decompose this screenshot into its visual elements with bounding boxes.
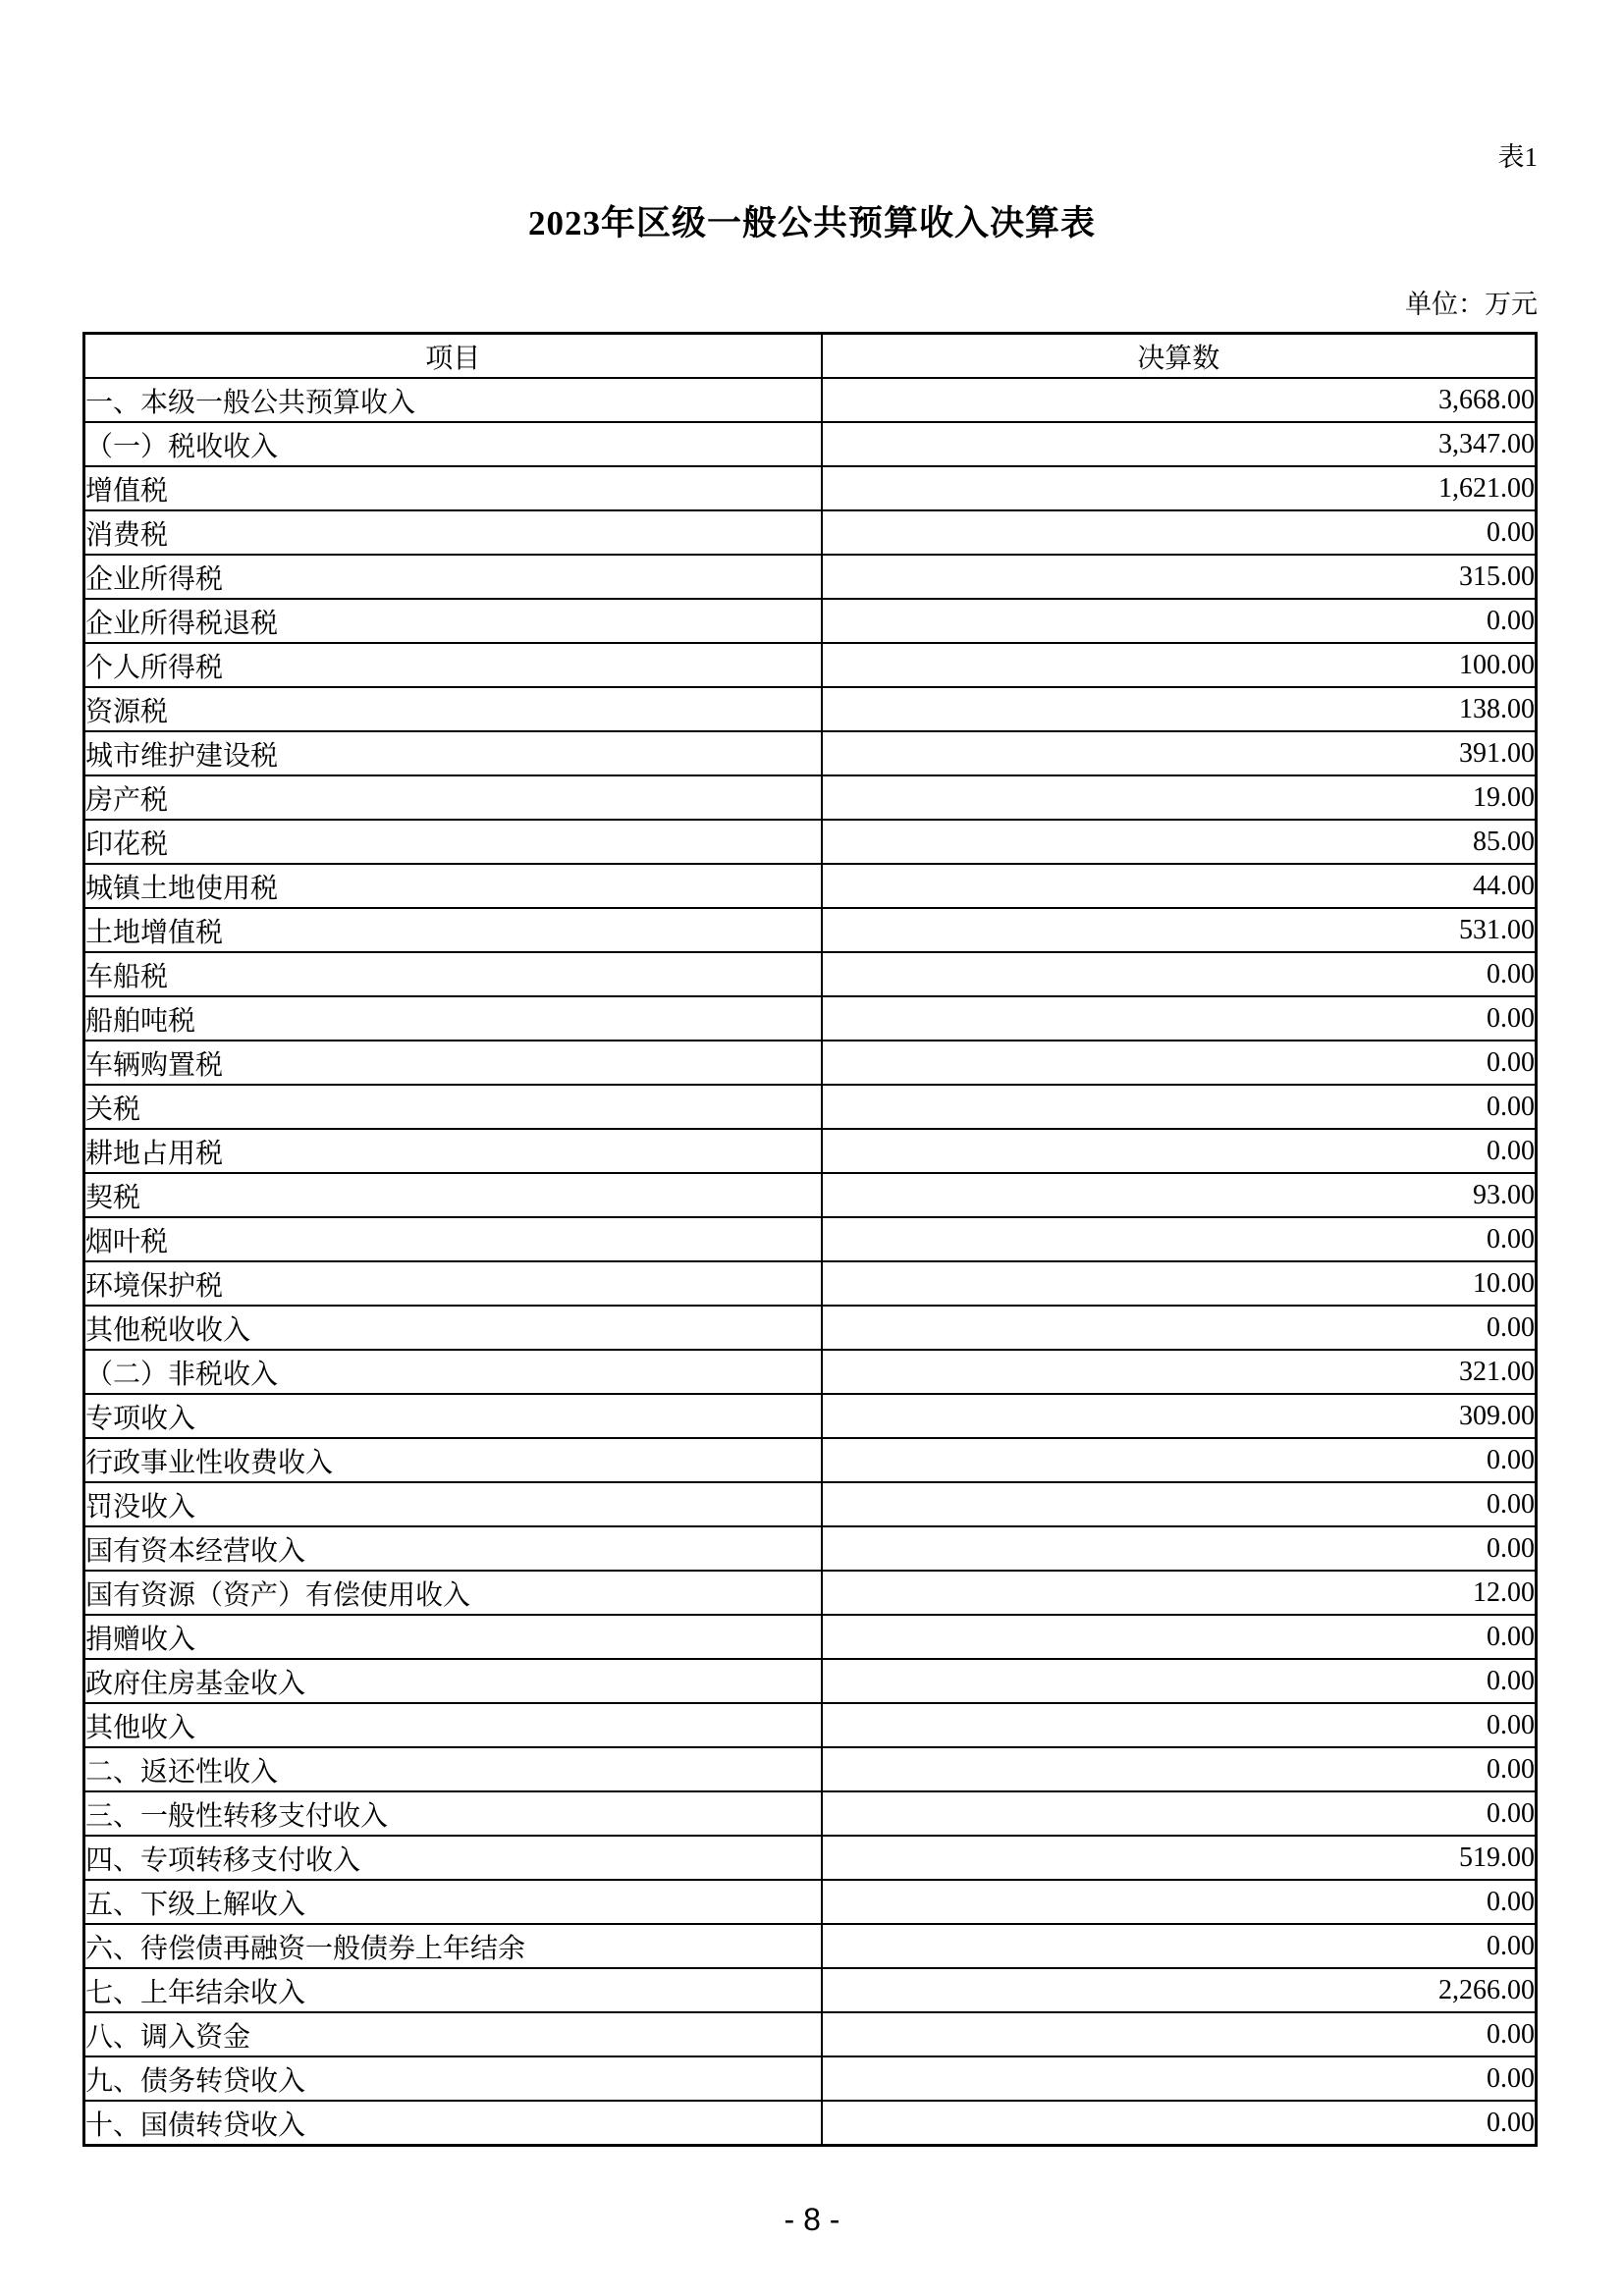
- row-value-cell: 12.00: [822, 1571, 1537, 1615]
- row-item-cell: 二、返还性收入: [84, 1747, 822, 1791]
- table-row: [84, 1438, 1537, 1482]
- row-item-cell: 船舶吨税: [84, 996, 822, 1041]
- table-row: [84, 1041, 1537, 1085]
- table-row: [84, 731, 1537, 775]
- row-value-cell: 0.00: [822, 996, 1537, 1041]
- row-value-cell: 0.00: [822, 1306, 1537, 1350]
- header-row: [84, 334, 1537, 379]
- row-value-cell: 0.00: [822, 2056, 1537, 2101]
- row-item-cell: 个人所得税: [84, 643, 822, 687]
- row-value-cell: 0.00: [822, 2012, 1537, 2056]
- table-row: [84, 378, 1537, 422]
- row-value-cell: 0.00: [822, 1482, 1537, 1526]
- table-row: [84, 1482, 1537, 1526]
- row-value-cell: 100.00: [822, 643, 1537, 687]
- row-item-cell: 九、债务转贷收入: [84, 2056, 822, 2101]
- table-row: [84, 1261, 1537, 1306]
- row-item-cell: 国有资本经营收入: [84, 1526, 822, 1571]
- row-item-cell: 八、调入资金: [84, 2012, 822, 2056]
- row-item-cell: 关税: [84, 1085, 822, 1129]
- row-item-cell: 企业所得税退税: [84, 599, 822, 643]
- table-row: [84, 1571, 1537, 1615]
- unit-label: 单位：万元: [1405, 290, 1538, 319]
- row-value-cell: 0.00: [822, 1129, 1537, 1173]
- table-row: [84, 687, 1537, 731]
- table-row: [84, 510, 1537, 555]
- row-value-cell: 519.00: [822, 1836, 1537, 1880]
- row-item-cell: 十、国债转贷收入: [84, 2101, 822, 2146]
- row-item-cell: 六、待偿债再融资一般债券上年结余: [84, 1924, 822, 1968]
- row-item-cell: 七、上年结余收入: [84, 1968, 822, 2012]
- row-value-cell: 10.00: [822, 1261, 1537, 1306]
- row-item-cell: 捐赠收入: [84, 1615, 822, 1659]
- budget-table-body: [84, 378, 1537, 2146]
- row-value-cell: 391.00: [822, 731, 1537, 775]
- table-row: [84, 1217, 1537, 1261]
- row-value-cell: 0.00: [822, 1880, 1537, 1924]
- row-item-cell: （一）税收收入: [84, 422, 822, 466]
- row-value-cell: 0.00: [822, 1217, 1537, 1261]
- row-item-cell: 专项收入: [84, 1394, 822, 1438]
- row-value-cell: 3,347.00: [822, 422, 1537, 466]
- table-row: [84, 1747, 1537, 1791]
- column-header-value: 决算数: [822, 334, 1537, 379]
- table-row: [84, 466, 1537, 510]
- table-row: [84, 422, 1537, 466]
- row-item-cell: 政府住房基金收入: [84, 1659, 822, 1703]
- row-item-cell: 城镇土地使用税: [84, 864, 822, 908]
- table-row: [84, 1394, 1537, 1438]
- row-item-cell: 其他收入: [84, 1703, 822, 1747]
- row-item-cell: 罚没收入: [84, 1482, 822, 1526]
- row-item-cell: 三、一般性转移支付收入: [84, 1791, 822, 1836]
- row-value-cell: 0.00: [822, 599, 1537, 643]
- budget-table: [82, 332, 1538, 2147]
- table-row: [84, 1924, 1537, 1968]
- row-item-cell: 烟叶税: [84, 1217, 822, 1261]
- row-value-cell: 0.00: [822, 1438, 1537, 1482]
- page-number: - 8 -: [784, 2202, 840, 2237]
- table-row: [84, 820, 1537, 864]
- row-item-cell: 耕地占用税: [84, 1129, 822, 1173]
- row-value-cell: 0.00: [822, 2101, 1537, 2146]
- row-value-cell: 138.00: [822, 687, 1537, 731]
- table-row: [84, 1129, 1537, 1173]
- row-value-cell: 85.00: [822, 820, 1537, 864]
- budget-table-header: [84, 334, 1537, 379]
- table-row: [84, 1306, 1537, 1350]
- table-row: [84, 1526, 1537, 1571]
- row-value-cell: 321.00: [822, 1350, 1537, 1394]
- row-value-cell: 0.00: [822, 1526, 1537, 1571]
- row-item-cell: 契税: [84, 1173, 822, 1217]
- row-value-cell: 0.00: [822, 1615, 1537, 1659]
- page-title: 2023年区级一般公共预算收入决算表: [527, 204, 1096, 242]
- table-row: [84, 2012, 1537, 2056]
- table-row: [84, 2056, 1537, 2101]
- row-item-cell: 其他税收收入: [84, 1306, 822, 1350]
- table-row: [84, 1791, 1537, 1836]
- row-value-cell: 0.00: [822, 1085, 1537, 1129]
- table-row: [84, 1880, 1537, 1924]
- table-row: [84, 775, 1537, 820]
- row-item-cell: 车船税: [84, 952, 822, 996]
- table-row: [84, 1836, 1537, 1880]
- table-row: [84, 952, 1537, 996]
- column-header-item: 项目: [84, 334, 822, 379]
- row-value-cell: 0.00: [822, 1703, 1537, 1747]
- row-item-cell: 土地增值税: [84, 908, 822, 952]
- row-value-cell: 0.00: [822, 1747, 1537, 1791]
- row-value-cell: 44.00: [822, 864, 1537, 908]
- row-item-cell: 资源税: [84, 687, 822, 731]
- row-value-cell: 0.00: [822, 1924, 1537, 1968]
- row-value-cell: 93.00: [822, 1173, 1537, 1217]
- row-item-cell: 消费税: [84, 510, 822, 555]
- table-row: [84, 908, 1537, 952]
- row-value-cell: 531.00: [822, 908, 1537, 952]
- row-item-cell: 城市维护建设税: [84, 731, 822, 775]
- row-item-cell: 四、专项转移支付收入: [84, 1836, 822, 1880]
- row-item-cell: （二）非税收入: [84, 1350, 822, 1394]
- table-row: [84, 2101, 1537, 2146]
- row-item-cell: 企业所得税: [84, 555, 822, 599]
- row-value-cell: 3,668.00: [822, 378, 1537, 422]
- table-row: [84, 1173, 1537, 1217]
- table-row: [84, 1703, 1537, 1747]
- row-value-cell: 315.00: [822, 555, 1537, 599]
- table-row: [84, 996, 1537, 1041]
- table-row: [84, 643, 1537, 687]
- row-value-cell: 1,621.00: [822, 466, 1537, 510]
- table-row: [84, 1968, 1537, 2012]
- row-item-cell: 环境保护税: [84, 1261, 822, 1306]
- table-row: [84, 599, 1537, 643]
- table-row: [84, 555, 1537, 599]
- row-value-cell: 0.00: [822, 1041, 1537, 1085]
- row-item-cell: 印花税: [84, 820, 822, 864]
- row-value-cell: 19.00: [822, 775, 1537, 820]
- row-item-cell: 五、下级上解收入: [84, 1880, 822, 1924]
- row-value-cell: 2,266.00: [822, 1968, 1537, 2012]
- table-row: [84, 864, 1537, 908]
- table-row: [84, 1615, 1537, 1659]
- row-value-cell: 0.00: [822, 1659, 1537, 1703]
- row-item-cell: 增值税: [84, 466, 822, 510]
- row-value-cell: 0.00: [822, 510, 1537, 555]
- table-row: [84, 1659, 1537, 1703]
- table-row: [84, 1085, 1537, 1129]
- row-item-cell: 车辆购置税: [84, 1041, 822, 1085]
- row-item-cell: 房产税: [84, 775, 822, 820]
- row-value-cell: 0.00: [822, 952, 1537, 996]
- row-item-cell: 行政事业性收费收入: [84, 1438, 822, 1482]
- table-row: [84, 1350, 1537, 1394]
- table-number-label: 表1: [1497, 142, 1538, 172]
- row-value-cell: 0.00: [822, 1791, 1537, 1836]
- row-value-cell: 309.00: [822, 1394, 1537, 1438]
- row-item-cell: 一、本级一般公共预算收入: [84, 378, 822, 422]
- row-item-cell: 国有资源（资产）有偿使用收入: [84, 1571, 822, 1615]
